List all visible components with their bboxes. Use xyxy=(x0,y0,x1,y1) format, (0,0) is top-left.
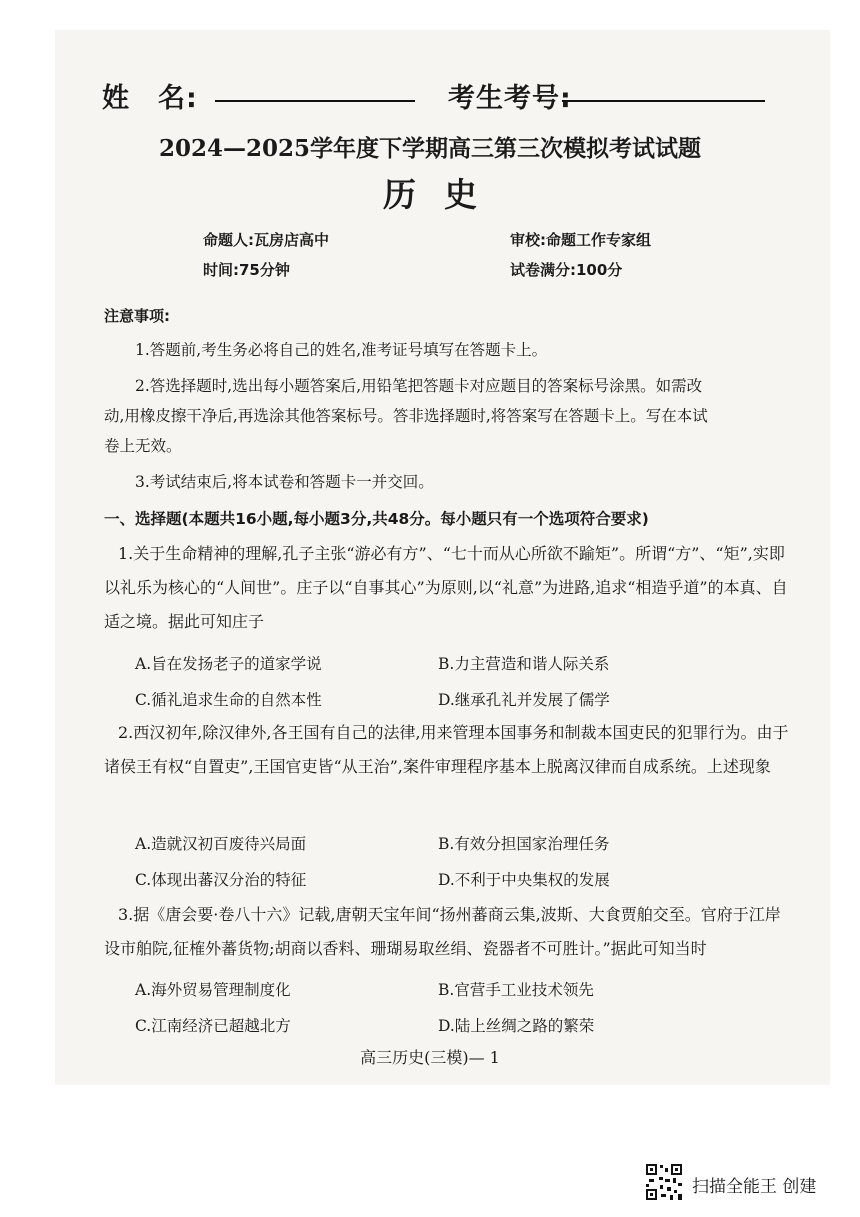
question-1-option-d: D.继承孔礼并发展了儒学 xyxy=(438,691,610,709)
duration: 时间:75分钟 xyxy=(203,261,290,279)
question-2-option-b: B.有效分担国家治理任务 xyxy=(438,835,610,853)
question-2-option-d: D.不利于中央集权的发展 xyxy=(438,871,610,889)
qr-code-icon xyxy=(645,1163,683,1201)
question-1-option-c: C.循礼追求生命的自然本性 xyxy=(135,691,322,709)
notice-heading: 注意事项: xyxy=(104,307,170,325)
section-heading: 一、选择题(本题共16小题,每小题3分,共48分。每小题只有一个选项符合要求) xyxy=(104,510,649,528)
question-3-option-b: B.官营手工业技术领先 xyxy=(438,981,594,999)
question-2-option-c: C.体现出蕃汉分治的特征 xyxy=(135,871,307,889)
exam-number-label: 考生考号: xyxy=(448,83,572,114)
name-label: 姓 名: xyxy=(102,83,198,114)
reviewer: 审校:命题工作专家组 xyxy=(510,231,651,249)
question-1-stem: 1.关于生命精神的理解,孔子主张“游必有方”、“七十而从心所欲不踰矩”。所谓“方”、“矩”,实即以礼乐为核心的“人间世”。庄子以“自事其心”为原则,以“礼意”为进路,追求“相造乎道”的本真、自适之境。据此可知庄子 xyxy=(104,544,788,631)
exam-number-blank xyxy=(562,100,765,102)
notice-item-1: 1.答题前,考生务必将自己的姓名,准考证号填写在答题卡上。 xyxy=(135,341,548,359)
notice-item-2-line-1: 2.答选择题时,选出每小题答案后,用铅笔把答题卡对应题目的答案标号涂黑。如需改 xyxy=(135,377,703,395)
question-2-stem: 2.西汉初年,除汉律外,各王国有自己的法律,用来管理本国事务和制裁本国吏民的犯罪行为。由于诸侯王有权“自置吏”,王国官吏皆“从王治”,案件审理程序基本上脱离汉律而自成系统。上述现象 xyxy=(104,723,789,776)
question-1-option-a: A.旨在发扬老子的道家学说 xyxy=(135,655,322,673)
question-3-option-a: A.海外贸易管理制度化 xyxy=(135,981,291,999)
question-3-option-d: D.陆上丝绸之路的繁荣 xyxy=(438,1017,595,1035)
page-footer: 高三历史(三模)— 1 xyxy=(360,1048,500,1067)
exam-title: 2024—2025学年度下学期高三第三次模拟考试试题 xyxy=(158,135,702,162)
question-1-option-b: B.力主营造和谐人际关系 xyxy=(438,655,610,673)
question-2-option-a: A.造就汉初百废待兴局面 xyxy=(135,835,307,853)
full-score: 试卷满分:100分 xyxy=(510,261,623,279)
notice-item-2-line-2: 动,用橡皮擦干净后,再选涂其他答案标号。答非选择题时,将答案写在答题卡上。写在本试 xyxy=(104,407,708,425)
notice-item-3: 3.考试结束后,将本试卷和答题卡一并交回。 xyxy=(135,473,434,491)
scanner-brand: 扫描全能王 创建 xyxy=(692,1177,817,1197)
author: 命题人:瓦房店高中 xyxy=(203,231,329,249)
notice-item-2-line-3: 卷上无效。 xyxy=(104,437,182,455)
question-3-stem: 3.据《唐会要·卷八十六》记载,唐朝天宝年间“扬州蕃商云集,波斯、大食贾舶交至。官府于江岸设市舶院,征榷外蕃货物;胡商以香料、珊瑚易取丝绢、瓷器者不可胜计。”据此可知当时 xyxy=(104,905,781,958)
subject-title: 历史 xyxy=(383,175,505,214)
name-blank xyxy=(215,100,415,102)
question-3-option-c: C.江南经济已超越北方 xyxy=(135,1017,291,1035)
